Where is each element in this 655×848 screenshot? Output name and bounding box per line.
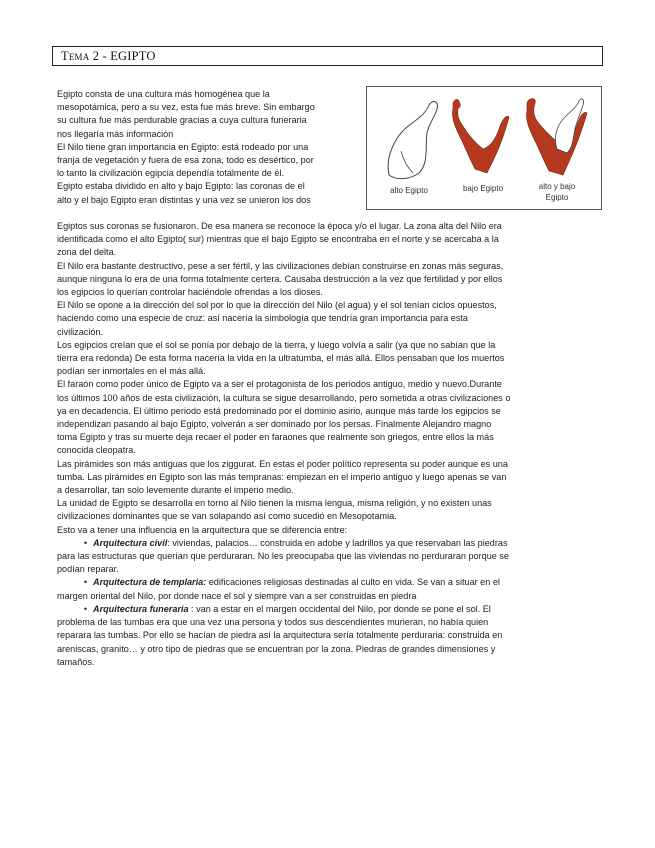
text-line: Esto va a tener una influencia en la arquitectura que se diferencia entre: bbox=[57, 524, 348, 535]
text-line: margen oriental del Nilo, por donde nace el sol y siempre van a ser construidas en piedra bbox=[57, 590, 417, 601]
page-title: Tema 2 - EGIPTO bbox=[52, 46, 603, 66]
text-line: civilización. bbox=[57, 326, 103, 337]
bullet-text: edificaciones religiosas destinadas al culto en vida. Se van a situar en el bbox=[206, 577, 500, 588]
text-line: El faraón como poder único de Egipto va a ser el protagonista de los periodos antiguo, medio y nuevo.Durante bbox=[57, 379, 502, 390]
text-line: franja de vegetación y fuera de esa zona, todo es desértico, por bbox=[57, 155, 314, 166]
text-line: los egipcios lo querían controlar haciéndole ofrendas a los dioses. bbox=[57, 287, 323, 298]
text-line: civilizaciones dominantes que se van solapando así como sucedió en Mesopotamia. bbox=[57, 511, 397, 522]
bullet-term: Arquitectura de templaria: bbox=[93, 577, 207, 588]
text-line: Egiptos sus coronas se fusionaron. De esa manera se reconoce la época y/o el lugar. La zona alta del Nilo era bbox=[57, 221, 502, 231]
bullet-icon: • bbox=[83, 603, 87, 614]
text-line: tamaños. bbox=[57, 656, 95, 667]
text-line: lo tanto la civilización egipcia dependía totalmente de él. bbox=[57, 168, 284, 179]
bullet-term: Arquitectura funeraria bbox=[93, 603, 189, 614]
white-crown-icon bbox=[388, 102, 437, 179]
text-line: zona del delta. bbox=[57, 247, 117, 258]
text-line: nos llegaría más información bbox=[57, 128, 174, 139]
bullet-term: Arquitectura civil bbox=[93, 537, 168, 548]
text-line: a desarrollar, tan solo levemente durante el imperio medio. bbox=[57, 485, 294, 496]
bullet-arquitectura-funeraria bbox=[57, 603, 602, 616]
text-line: tierra era redonda) De esta forma nacería la vida en la ultratumba, el más allá. Ellos pensaban que los muertos bbox=[57, 353, 505, 364]
text-line: identificada como el alto Egipto( sur) mientras que el bajo Egipto se encontraba en el norte y se acercaba a la bbox=[57, 234, 499, 245]
text-line: El Nilo tiene gran importancia en Egipto: está rodeado por una bbox=[57, 141, 309, 152]
text-line: El Nilo se opone a la dirección del sol por lo que la dirección del Nilo (el agua) y el sol tenían ciclos opuestos, bbox=[57, 300, 497, 311]
text-line: tumba. Las pirámides en Egipto son las más tempranas: empiezan en el imperio antiguo y luego apenas se van bbox=[57, 471, 507, 482]
intro-paragraph bbox=[57, 88, 357, 207]
text-line: mesopotámica, pero a su vez, esta fue más breve. Sin embargo bbox=[57, 102, 315, 113]
bullet-icon: • bbox=[83, 577, 87, 588]
text-line: aunque ninguna lo era de una forma totalmente certera. Causaba destrucción a la vez que fertilidad y por ellos bbox=[57, 273, 503, 284]
label-alto-egipto: alto Egipto bbox=[390, 186, 428, 195]
text-line: haciendo como una especie de cruz: así nacería la simbología que tendría gran importancia para esta bbox=[57, 313, 468, 324]
text-line: los últimos 100 años de esta civilización, la cultura se sigue desarrollando, pero sometida a otras civilizaciones o bbox=[57, 392, 511, 403]
text-line: alto y el bajo Egipto eran distintas y una vez se unieron los dos bbox=[57, 194, 311, 205]
text-line: El Nilo era bastante destructivo, pese a ser fértil, y las civilizaciones debían construirse en zonas más seguras, bbox=[57, 260, 504, 271]
text-line: podían ser inmortales en el más allá. bbox=[57, 366, 206, 377]
label-bajo-egipto: bajo Egipto bbox=[462, 184, 504, 193]
text-line: conocida cleopatra. bbox=[57, 445, 136, 456]
text-line: podían reparar. bbox=[57, 564, 119, 575]
bullet-arquitectura-civil bbox=[57, 537, 602, 550]
text-line: Los egipcios creían que el sol se ponía por debajo de la tierra, y luego volvía a salir (ya que no sabían que la bbox=[57, 339, 496, 350]
bullet-text: : van a estar en el margen occidental del Nilo, por donde se pone el sol. El bbox=[188, 603, 491, 614]
text-line: para las estructuras que querían que perduraran. No les preocupaba que las viviendas no perduraran porque se bbox=[57, 551, 509, 562]
text-line: Egipto consta de una cultura más homogénea que la bbox=[57, 89, 270, 99]
text-line: independizan pasando al bajo Egipto, volverán a ser dominado por los persas. Finalmente Alejandro magno bbox=[57, 419, 492, 430]
bullet-icon: • bbox=[83, 537, 87, 548]
bullet-arquitectura-templaria bbox=[57, 576, 602, 589]
text-line: ya en decadencia. El último periodo está predominado por el dominio asirio, aunque más tarde los egipcios se bbox=[57, 405, 501, 416]
bullet-text: : viviendas, palacios… construida en adobe y ladrillos ya que reservaban las piedras bbox=[167, 537, 508, 548]
body-text bbox=[57, 220, 602, 669]
red-crown-icon bbox=[452, 99, 509, 173]
text-line: reparara las tumbas. Por ello se hacían de piedra así la arquitectura sería totalmente perduraria: construida en bbox=[57, 630, 503, 641]
crowns-figure bbox=[366, 86, 602, 210]
text-line: su cultura fue más perdurable gracias a cuya cultura funeraria bbox=[57, 115, 307, 126]
text-line: toma Egipto y tras su muerte deja recaer el poder en faraones que realmente son griegos, entre ellos la más bbox=[57, 432, 494, 443]
text-line: areniscas, granito… y otro tipo de piedras que se encuentran por la zona. Piedras de grandes dimensiones y bbox=[57, 643, 496, 654]
text-line: Las pirámides son más antiguas que los ziggurat. En estas el poder político representa su poder aunque es una bbox=[57, 458, 508, 469]
text-line: La unidad de Egipto se desarrolla en torno al Nilo tienen la misma lengua, misma religión, y no existen unas bbox=[57, 498, 492, 509]
text-line: Egipto estaba dividido en alto y bajo Egipto: las coronas de el bbox=[57, 181, 305, 192]
label-alto-y-bajo-egipto: alto y bajo Egipto bbox=[538, 182, 576, 202]
text-line: problema de las tumbas era que una vez una persona y todos sus descendientes murieran, no había quien bbox=[57, 617, 489, 628]
